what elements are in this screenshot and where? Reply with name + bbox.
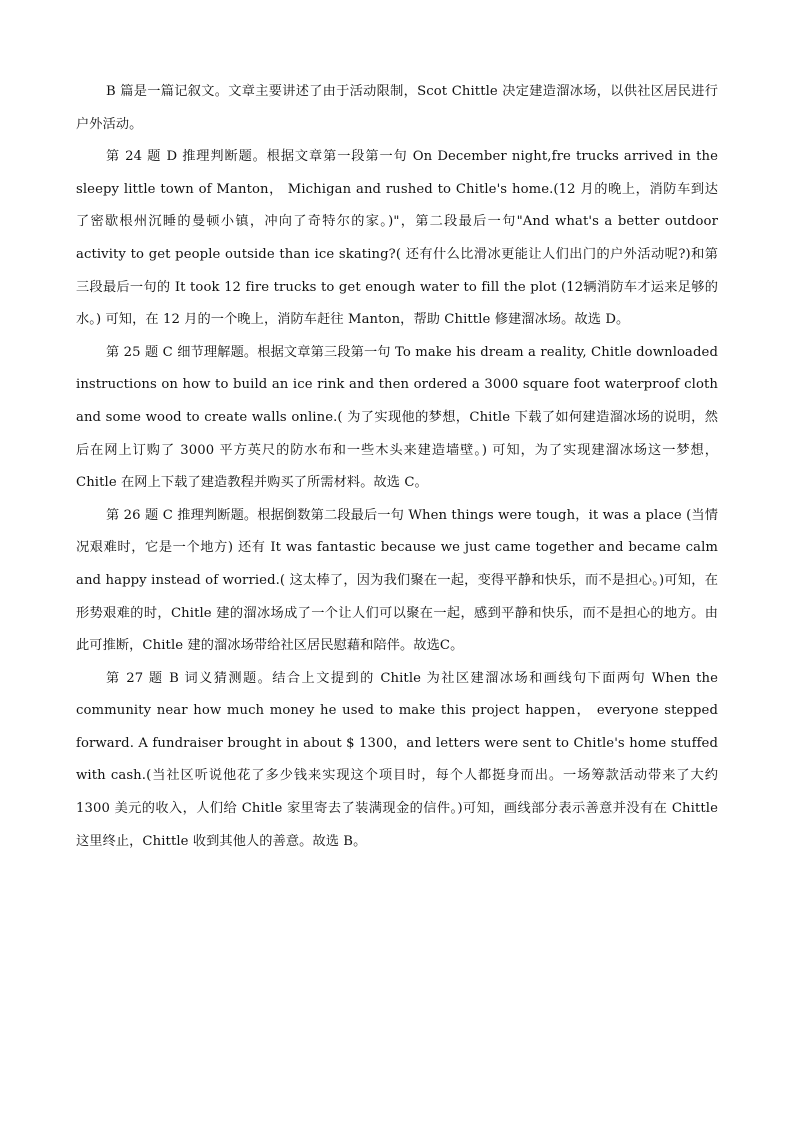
document-body (76, 76, 718, 858)
question-25-explanation: 第 25 题 C 细节理解题。根据文章第三段第一句 To make his dream a reality, Chitle downloaded instructions on how to build an ice rink and then ordered a 3000 square foot waterproof cloth and some wood to create walls online.( 为了实现他的梦想，Chitle 下载了如何建造溜冰场的说明，然后在网上订购了 3000 平方英尺的防水布和一些木头来建造墙壁。) 可知，为了实现建溜冰场这一梦想，Chitle 在网上下载了建造教程并购买了所需材料。故选 C。 (76, 344, 718, 491)
summary-paragraph: B 篇是一篇记叙文。文章主要讲述了由于活动限制，Scot Chittle 决定建造溜冰场，以供社区居民进行户外活动。 (76, 84, 718, 132)
question-27-explanation: 第 27 题 B 词义猜测题。结合上文提到的 Chitle 为社区建溜冰场和画线句下面两句 When the community near how much money he used to make this project happen， everyone stepped forward. A fundraiser brought in about $ 1300，and letters were sent to Chitle's home stuffed with cash.(当社区听说他花了多少钱来实现这个项目时，每个人都挺身而出。一场筹款活动带来了大约 1300 美元的收入，人们给 Chitle 家里寄去了装满现金的信件。)可知，画线部分表示善意并没有在 Chittle 这里终止，Chittle 收到其他人的善意。故选 B。 (76, 670, 718, 849)
question-24-explanation: 第 24 题 D 推理判断题。根据文章第一段第一句 On December night,fre trucks arrived in the sleepy little town of Manton， Michigan and rushed to Chitle's home.(12 月的晚上，消防车到达了密歇根州沉睡的曼顿小镇，冲向了奇特尔的家。)"，第二段最后一句"And what's a better outdoor activity to get people outside than ice skating?( 还有什么比滑冰更能让人们出门的户外活动呢?)和第三段最后一句的 It took 12 fire trucks to get enough water to fill the plot (12辆消防车才运来足够的水。) 可知，在 12 月的一个晚上，消防车赶往 Manton，帮助 Chittle 修建溜冰场。故选 D。 (76, 149, 718, 328)
question-26-explanation: 第 26 题 C 推理判断题。根据倒数第二段最后一句 When things were tough，it was a place (当情况艰难时，它是一个地方) 还有 It was fantastic because we just came together and became calm and happy instead of worried.( 这太棒了，因为我们聚在一起，变得平静和快乐，而不是担心。)可知，在形势艰难的时，Chitle 建的溜冰场成了一个让人们可以聚在一起，感到平静和快乐，而不是担心的地方。由此可推断，Chitle 建的溜冰场带给社区居民慰藉和陪伴。故选C。 (76, 507, 718, 654)
